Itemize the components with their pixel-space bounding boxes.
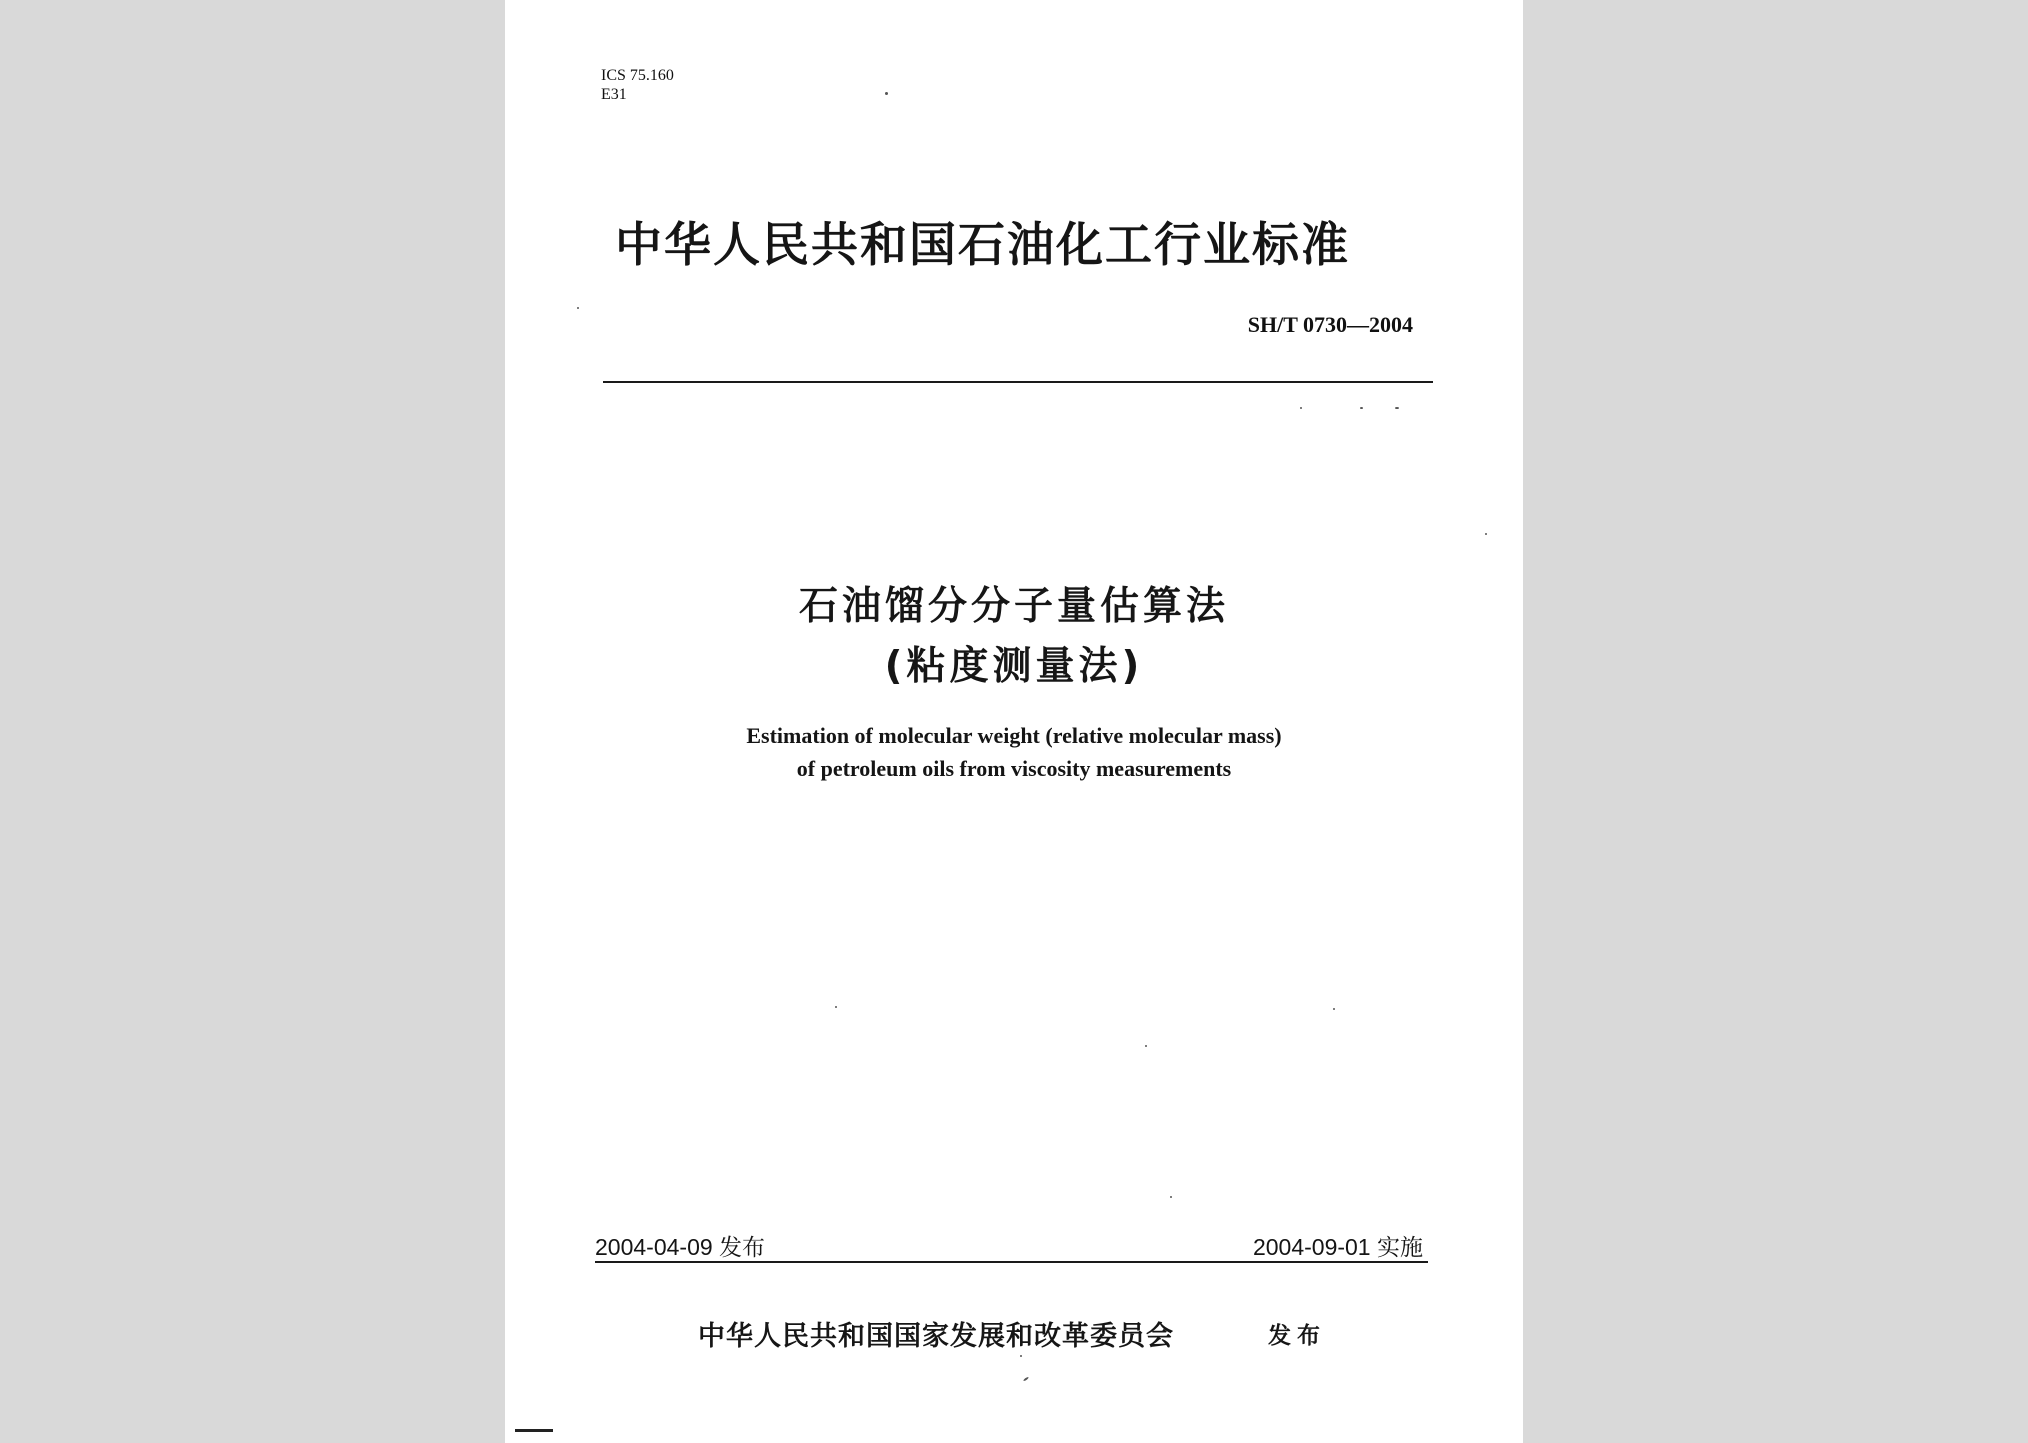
document-page xyxy=(505,0,1523,1443)
scan-speck xyxy=(885,92,888,95)
chinese-title-line-1: 石油馏分分子量估算法 xyxy=(798,584,1229,629)
standard-number: SH/T 0730—2004 xyxy=(1247,312,1413,337)
scan-speck xyxy=(1300,407,1302,409)
scan-speck xyxy=(1360,407,1363,409)
scan-speck xyxy=(1485,533,1487,535)
scan-speck xyxy=(1333,1008,1335,1010)
scan-speck xyxy=(577,307,579,309)
ics-code: ICS 75.160 xyxy=(601,67,674,84)
issuing-authority: 中华人民共和国国家发展和改革委员会 xyxy=(698,1321,1174,1352)
english-title-line-2: of petroleum oils from viscosity measurements xyxy=(796,756,1232,781)
scan-speck xyxy=(1145,1045,1147,1047)
standard-category-title: 中华人民共和国石油化工行业标准 xyxy=(615,218,1350,273)
publish-label: 发布 xyxy=(1268,1323,1326,1349)
scan-speck xyxy=(1023,1376,1029,1381)
scan-speck xyxy=(835,1006,837,1008)
issue-date: 2004-04-09 发布 xyxy=(595,1234,766,1260)
classification-code: E31 xyxy=(601,86,627,103)
implementation-date: 2004-09-01 实施 xyxy=(1252,1234,1423,1260)
header-divider xyxy=(603,381,1433,383)
footer-divider xyxy=(595,1261,1428,1263)
scan-speck xyxy=(1020,1355,1022,1357)
scan-speck xyxy=(1395,407,1399,409)
english-title-line-1: Estimation of molecular weight (relative molecular mass) xyxy=(746,723,1282,748)
scan-speck xyxy=(1170,1196,1172,1198)
scan-mark xyxy=(515,1429,553,1432)
chinese-title-line-2: (粘度测量法) xyxy=(884,644,1144,689)
